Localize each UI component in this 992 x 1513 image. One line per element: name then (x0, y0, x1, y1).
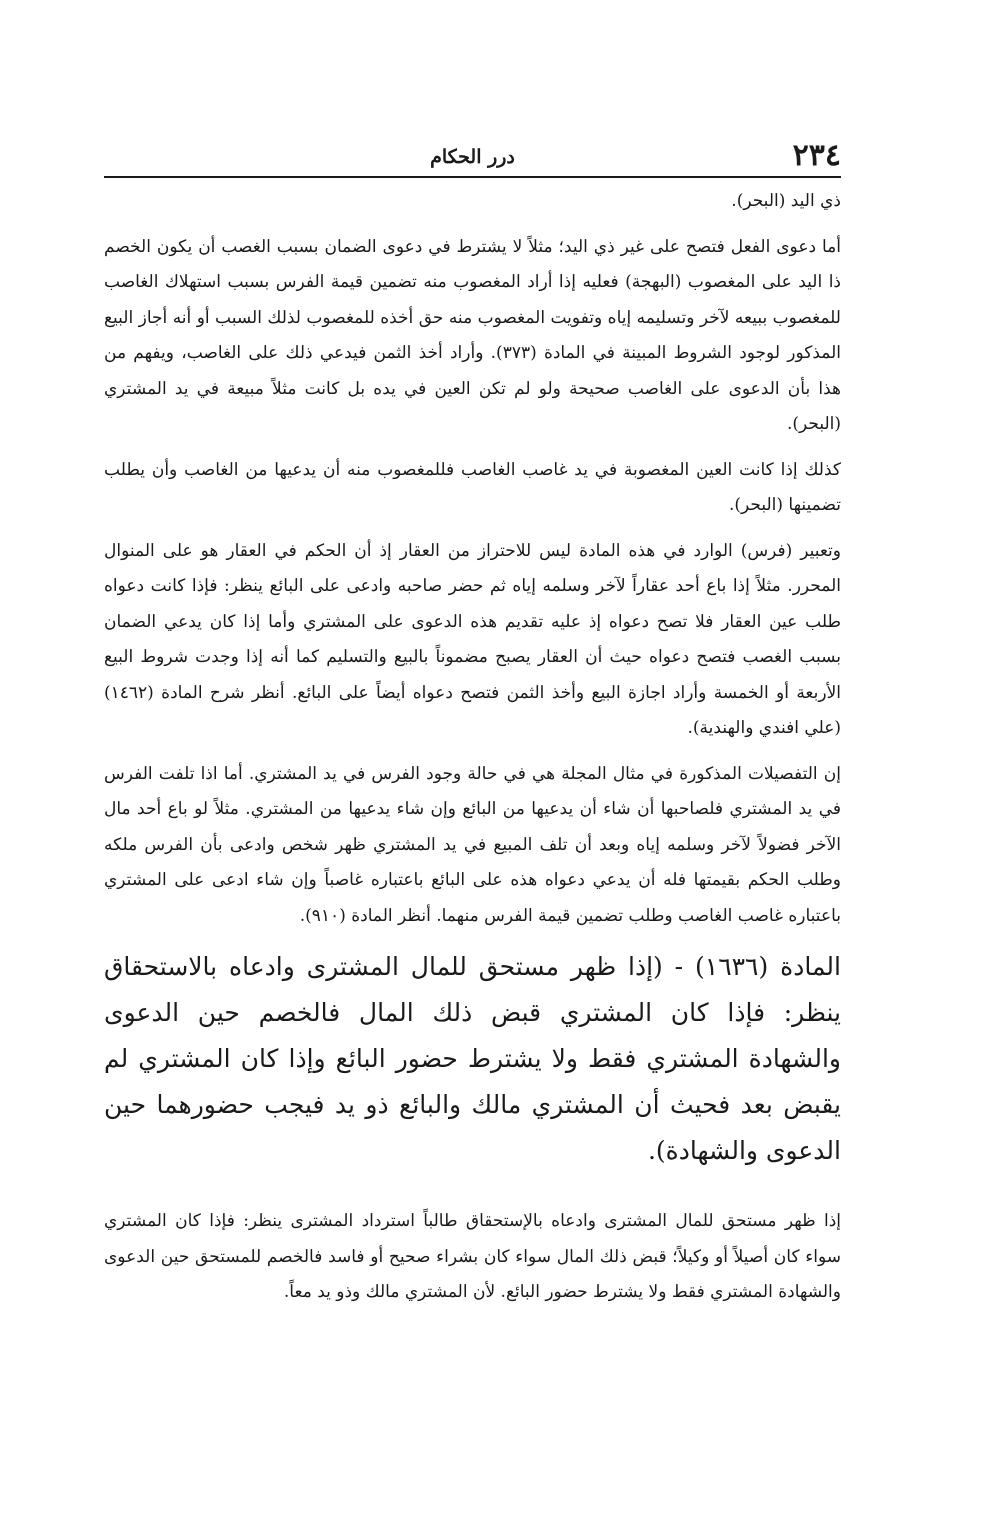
page-number: ٢٣٤ (792, 138, 841, 173)
commentary-paragraph: إذا ظهر مستحق للمال المشترى وادعاه بالإستحقاق طالباً استرداد المشترى ينظر: فإذا كان المشتري سواء كان أصيلاً أو وكيلاً؛ قبض ذلك المال سواء كان بشراء صحيح أو فاسد فالخصم للمستحق حين الدعوى والشهادة المشتري فقط ولا يشترط حضور البائع. لأن المشتري مالك وذو يد معاً. (104, 1211, 841, 1302)
paragraph-2: أما دعوى الفعل فتصح على غير ذي اليد؛ مثلاً لا يشترط في دعوى الضمان بسبب الغصب أن يكون الخصم ذا اليد على المغصوب (البهجة) فعليه إذا أراد المغصوب منه تضمين قيمة الفرس بسبب استهلاك الغاصب للمغصوب ببيعه لآخر وتسليمه إياه وتفويت المغصوب منه حق أخذه للمغصوب لذلك السبب أو أنه أجاز البيع المذكور لوجود الشروط المبينة في المادة (٣٧٣). وأراد أخذ الثمن فيدعي ذلك على الغاصب، ويفهم من هذا بأن الدعوى على الغاصب صحيحة ولو لم تكن العين في يده بل كانت مثلاً مبيعة في يد المشتري (البحر). (104, 236, 841, 434)
paragraph-4: وتعبير (فرس) الوارد في هذه المادة ليس للاحتراز من العقار إذ أن الحكم في العقار هو على المنوال المحرر. مثلاً إذا باع أحد عقاراً لآخر وسلمه إياه ثم حضر صاحبه وادعى على البائع ينظر: فإذا كانت دعواه طلب عين العقار فلا تصح دعواه إذ عليه تقديم هذه الدعوى على المشتري وأما إذا كان يدعي الضمان بسبب الغصب فتصح دعواه حيث أن العقار يصبح مضموناً بالبيع والتسليم كما أنه إذا وجدت شروط البيع الأربعة أو الخمسة وأراد اجازة البيع وأخذ الثمن فتصح دعواه أيضاً على البائع. أنظر شرح المادة (١٤٦٢) (علي افندي والهندية). (104, 540, 841, 738)
running-title: درر الحكام (430, 146, 515, 168)
paragraph-1: ذي اليد (البحر). (731, 191, 841, 211)
page-header (104, 138, 841, 174)
page-body (104, 184, 841, 1311)
paragraph-5: إن التفصيلات المذكورة في مثال المجلة هي في حالة وجود الفرس في يد المشتري. أما اذا تلفت الفرس في يد المشتري فلصاحبها أن شاء أن يدعيها من البائع وإن شاء يدعيها من المشتري. مثلاً لو باع أحد مال الآخر فضولاً لآخر وسلمه إياه وبعد أن تلف المبيع في يد المشتري ظهر شخص وادعى بأن الفرس ملكه وطلب الحكم بقيمتها فله أن يدعي دعواه هذه على البائع باعتباره غاصباً وإن شاء ادعى على المشتري باعتباره غاصب الغاصب وطلب تضمين قيمة الفرس منهما. أنظر المادة (٩١٠). (104, 763, 841, 926)
article-text: المادة (١٦٣٦) - (إذا ظهر مستحق للمال المشترى وادعاه بالاستحقاق ينظر: فإذا كان المشتري قبض ذلك المال فالخصم حين الدعوى والشهادة المشتري فقط ولا يشترط حضور البائع وإذا كان المشتري لم يقبض بعد فحيث أن المشتري مالك والبائع ذو يد فيجب حضورهما حين الدعوى والشهادة). (104, 952, 841, 1165)
paragraph-3: كذلك إذا كانت العين المغصوبة في يد غاصب الغاصب فللمغصوب منه أن يدعيها من الغاصب وأن يطلب تضمينها (البحر). (104, 459, 841, 515)
header-rule (104, 176, 841, 178)
